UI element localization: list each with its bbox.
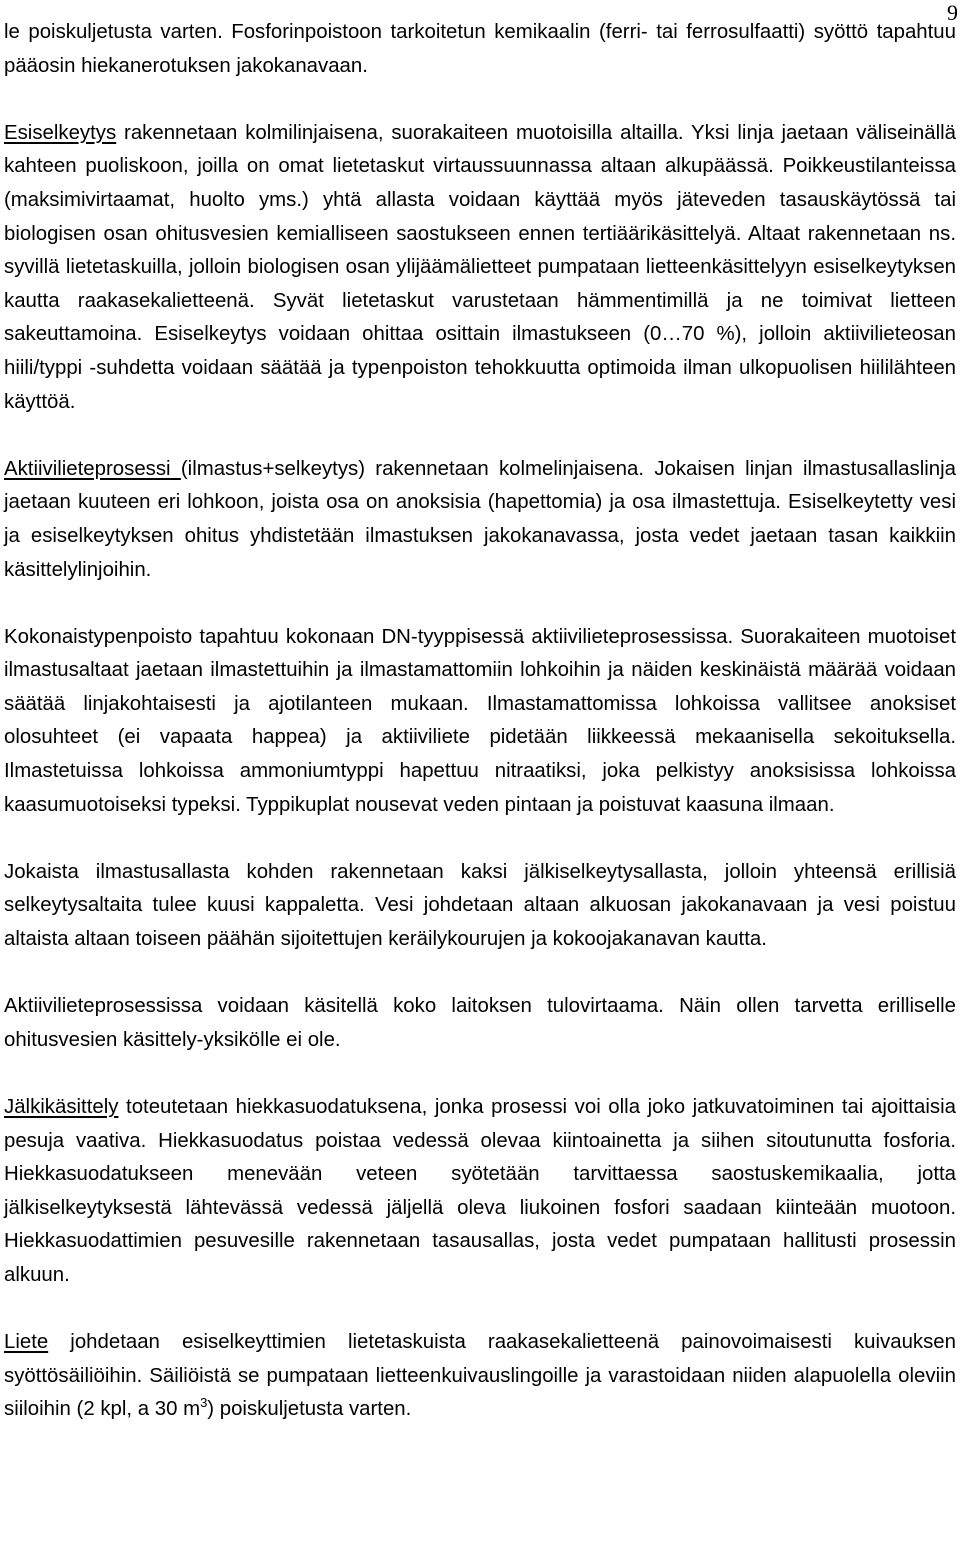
- paragraph-text: Kokonaistypenpoisto tapahtuu kokonaan DN-tyyppisessä aktiivilieteprosessissa. Suorakaiteen muotoiset ilmastusaltaat jaetaan ilmastettuihin ja ilmastamattomiin lohkoihin ja näiden keskinäistä määrää voidaan säätää linjakohtaisesti ja ajotilanteen mukaan. Ilmastamattomissa lohkoissa vallitsee anoksiset olosuhteet (ei vapaata happea) ja aktiiviliete pidetään liikkeessä mekaanisella sekoituksella. Ilmastetuissa lohkoissa ammoniumtyppi hapettuu nitraatiksi, joka pelkistyy anoksisissa lohkoissa kaasumuotoiseksi typeksi. Typpikuplat nousevat veden pintaan ja poistuvat kaasuna ilmaan.: [4, 625, 956, 816]
- paragraph-total-nitrogen-removal: [4, 621, 956, 823]
- paragraph-text: le poiskuljetusta varten. Fosforinpoistoon tarkoitetun kemikaalin (ferri- tai ferrosulfaatti) syöttö tapahtuu pääosin hiekanerotuksen jakokanavaan.: [4, 21, 956, 77]
- paragraph-secondary-clarifiers: [4, 856, 956, 957]
- paragraph-bypass-treatment: [4, 990, 956, 1057]
- section-term-post-treatment: Jälkikäsittely: [4, 1096, 119, 1118]
- paragraph-text: johdetaan esiselkeyttimien lietetaskuista raakasekalietteenä painovoimaisesti kuivauksen syöttösäiliöihin. Säiliöistä se pumpataan lietteenkuivauslingoille ja varastoidaan niiden alapuolella oleviin siiloihin (2 kpl, a 30 m: [4, 1331, 956, 1421]
- superscript-cubic: 3: [200, 1395, 208, 1411]
- paragraph-text: (ilmastus+selkeytys) rakennetaan kolmelinjaisena. Jokaisen linjan ilmastusallaslinja jaetaan kuuteen eri lohkoon, joista osa on anoksisia (hapettomia) ja osa ilmastettuja. Esiselkeytetty vesi ja esiselkeytyksen ohitus yhdistetään ilmastuksen jakokanavassa, josta vedet jaetaan tasan kaikkiin käsittelylinjoihin.: [4, 457, 956, 581]
- section-term-primary-clarification: Esiselkeytys: [4, 121, 117, 144]
- paragraph-text-tail: ) poiskuljetusta varten.: [207, 1398, 412, 1421]
- section-term-activated-sludge-process: Aktiivilieteprosessi: [4, 457, 181, 480]
- paragraph-sludge: [4, 1326, 956, 1427]
- paragraph-text: toteutetaan hiekkasuodatuksena, jonka prosessi voi olla joko jatkuvatoiminen tai ajoittaisia pesuja vaativa. Hiekkasuodatus poistaa vedessä olevaa kiintoainetta ja siihen sitoutunutta fosforia. Hiekkasuodatukseen menevään veteen syötetään tarvittaessa saostuskemikaalia, jotta jälkiselkeytyksestä lähtevässä vedessä jäljellä oleva liukoinen fosfori saadaan kiinteään muotoon. Hiekkasuodattimien pesuvesille rakennetaan tasausallas, josta vedet pumpataan hallitusti prosessin alkuun.: [4, 1096, 956, 1286]
- paragraph-text: Aktiivilieteprosessissa voidaan käsitellä koko laitoksen tulovirtaama. Näin ollen tarvetta erilliselle ohitusvesien käsittely-yksikölle ei ole.: [4, 995, 956, 1051]
- paragraph-text: Jokaista ilmastusallasta kohden rakennetaan kaksi jälkiselkeytysallasta, jolloin yhteensä erillisiä selkeytysaltaita tulee kuusi kappaletta. Vesi johdetaan altaan alkuosan jakokanavaan ja vesi poistuu altaista altaan toiseen päähän sijoitettujen keräilykourujen ja kokoojakanavan kautta.: [4, 860, 956, 951]
- paragraph-text: rakennetaan kolmilinjaisena, suorakaiteen muotoisilla altailla. Yksi linja jaetaan väliseinällä kahteen puoliskoon, joilla on omat lietetaskut virtaussuunnassa altaan alkupäässä. Poikkeustilanteissa (maksimivirtaamat, huolto yms.) yhtä allasta voidaan käyttää myös jäteveden tasauskäytössä tai biologisen osan ohitusvesien kemialliseen saostukseen ennen tertiäärikäsittelyä. Altaat rakennetaan ns. syvillä lietetaskuilla, jolloin biologisen osan ylijäämälietteet pumpataan lietteenkäsittelyyn esiselkeytyksen kautta raakasekalietteenä. Syvät lietetaskut varustetaan hämmentimillä ja ne toimivat lietteen sakeuttamoina. Esiselkeytys voidaan ohittaa osittain ilmastukseen (0…70 %), jolloin aktiivilieteosan hiili/typpi -suhdetta voidaan säätää ja typenpoiston tehokkuutta optimoida ilman ulkopuolisen hiililähteen käyttöä.: [4, 121, 956, 413]
- page-body: [4, 16, 956, 1427]
- page-number: 9: [947, 0, 958, 25]
- paragraph-post-treatment: [4, 1091, 956, 1293]
- paragraph-primary-clarification: [4, 117, 956, 419]
- section-term-sludge: Liete: [4, 1331, 49, 1354]
- paragraph-activated-sludge-process: [4, 453, 956, 587]
- paragraph-sludge-transport-and-phosphorus-chemical: [4, 16, 956, 83]
